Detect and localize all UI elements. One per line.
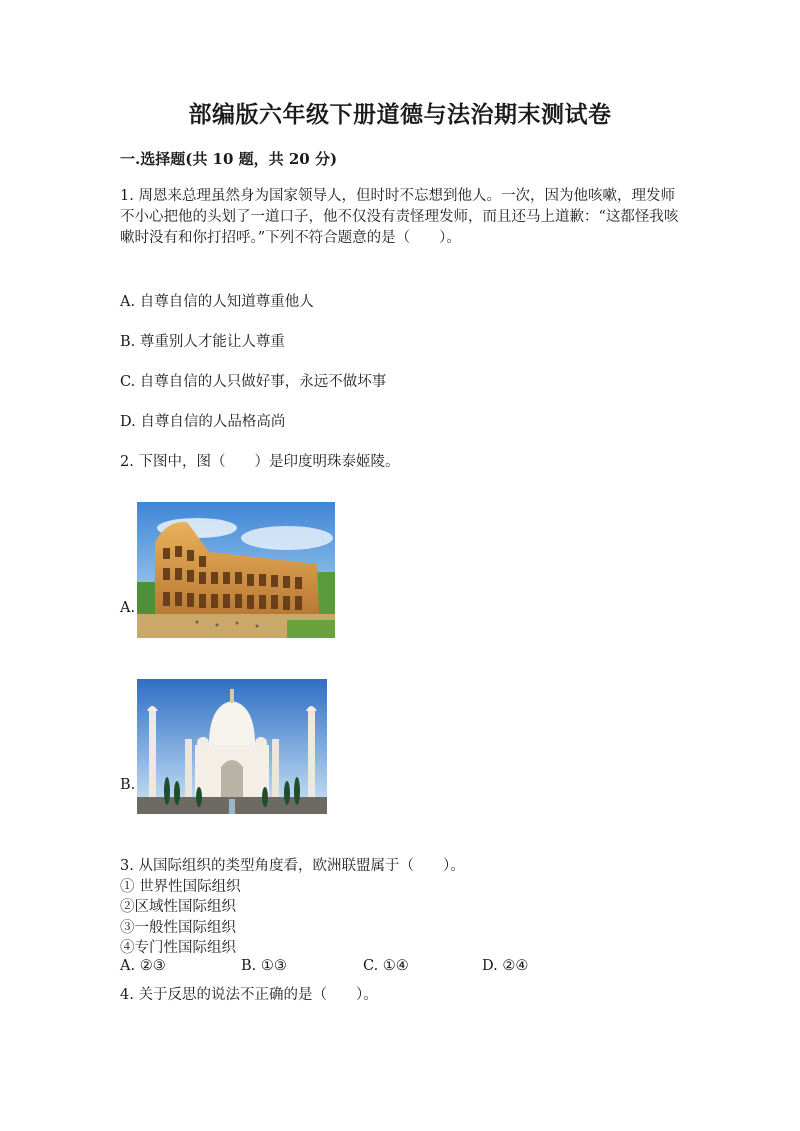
question-3-item-3: ③一般性国际组织 [120,919,236,936]
question-2-stem: 2. 下图中，图（ ）是印度明珠泰姬陵。 [120,454,400,470]
section-heading: 一.选择题(共 10 题，共 20 分) [120,150,338,168]
question-1-stem: 1. 周恩来总理虽然身为国家领导人，但时时不忘想到他人。一次，因为他咳嗽，理发师不小心把他的头划了一道口子，他不仅没有责怪理发师，而且还马上道歉：“这都怪我咳嗽时没有和你打招呼。”下列不符合题意的是（ ）。 [120,188,679,246]
question-1-option-d: D. 自尊自信的人品格高尚 [120,414,286,430]
question-3-item-4: ④专门性国际组织 [120,940,236,956]
question-3 [120,856,465,959]
taj-mahal-photo [137,679,327,814]
question-3-choice-d: D. ②④ [482,958,529,974]
question-1-option-a: A. 自尊自信的人知道尊重他人 [120,294,314,310]
page-title: 部编版六年级下册道德与法治期末测试卷 [188,101,612,128]
colosseum-photo [137,502,335,638]
question-3-stem: 3. 从国际组织的类型角度看，欧洲联盟属于（ ）。 [120,858,465,874]
question-3-item-2: ②区域性国际组织 [120,899,236,915]
question-3-item-1: ① 世界性国际组织 [120,878,241,895]
question-3-choice-c: C. ①④ [363,958,409,974]
question-2-option-a-label: A. [120,600,136,616]
question-1-option-b: B. 尊重别人才能让人尊重 [120,334,285,350]
question-3-choice-a: A. ②③ [120,958,166,974]
question-4-stem: 4. 关于反思的说法不正确的是（ ）。 [120,987,378,1003]
question-1-option-c: C. 自尊自信的人只做好事，永远不做坏事 [120,374,387,390]
question-2-option-b-label: B. [120,777,136,793]
question-3-choice-b: B. ①③ [241,958,287,974]
